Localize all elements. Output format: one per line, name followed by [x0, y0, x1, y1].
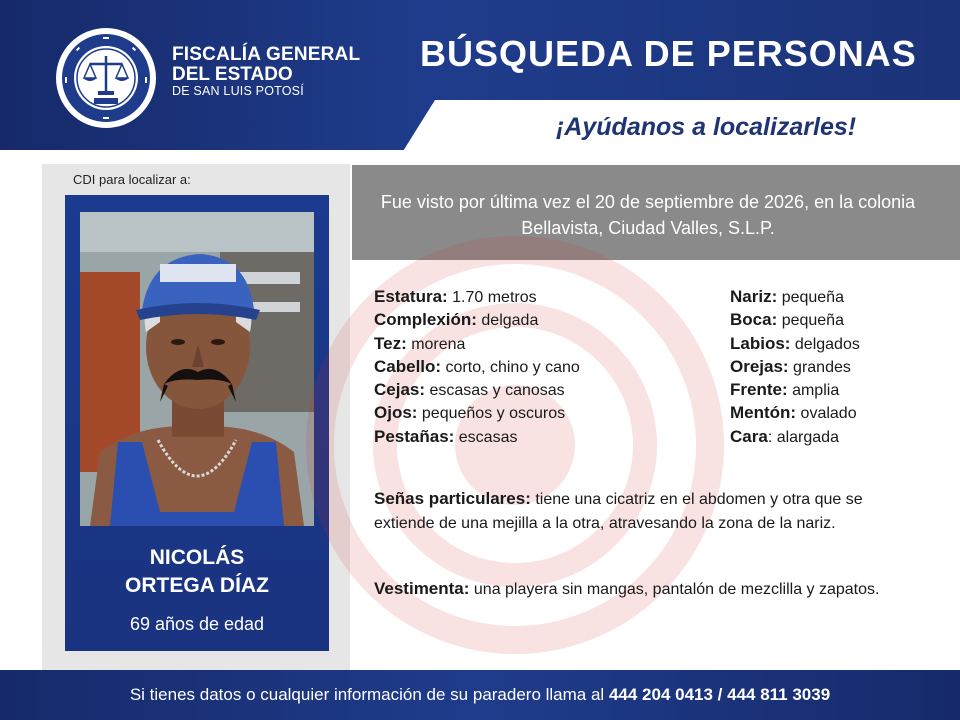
- attr-cabello: [374, 356, 580, 379]
- attr-value: corto, chino y cano: [445, 358, 580, 376]
- senas-label: Señas particulares:: [374, 489, 531, 508]
- attr-pestanas: [374, 426, 580, 449]
- org-name-line2: DEL ESTADO: [172, 64, 293, 85]
- attr-label: Cabello:: [374, 356, 442, 376]
- attr-value: grandes: [793, 358, 851, 376]
- attr-label: Pestañas:: [374, 426, 455, 446]
- attr-label: Cejas:: [374, 380, 426, 400]
- attr-value: delgados: [794, 335, 860, 353]
- attr-label: Labios:: [730, 333, 791, 353]
- person-photo: [80, 212, 314, 526]
- attr-label: Frente:: [730, 380, 788, 400]
- attr-label: Estatura:: [374, 287, 448, 306]
- attr-menton: [730, 402, 860, 425]
- attr-label: Complexión:: [374, 310, 477, 330]
- attributes-left: [374, 286, 580, 449]
- footer-contact: [0, 685, 960, 705]
- attr-labios: [730, 333, 860, 356]
- attr-nariz: [730, 286, 860, 309]
- attr-value: pequeña: [781, 312, 844, 330]
- slogan: ¡Ayúdanos a localizarles!: [556, 113, 857, 141]
- scales-of-justice-seal-icon: [54, 26, 158, 130]
- page-title: BÚSQUEDA DE PERSONAS: [420, 33, 917, 74]
- attr-cejas: [374, 379, 580, 402]
- cdi-label: CDI para localizar a:: [73, 172, 191, 187]
- clothing: [374, 577, 914, 602]
- attr-label: Orejas:: [730, 356, 789, 376]
- attr-value: ovalado: [800, 405, 857, 423]
- attr-value: : alargada: [767, 428, 839, 446]
- attr-label: Mentón:: [730, 403, 797, 423]
- attr-complexion: [374, 309, 580, 332]
- person-name-line1: NICOLÁS: [149, 546, 245, 569]
- vestimenta-label: Vestimenta:: [374, 579, 470, 598]
- senas-text: tiene una cicatriz en el abdomen y otra que se extiende de una mejilla a la otra, atravesando la zona de la nariz.: [374, 491, 863, 532]
- footer-phones: 444 204 0413 / 444 811 3039: [608, 685, 831, 704]
- vestimenta-text: una playera sin mangas, pantalón de mezclilla y zapatos.: [473, 581, 880, 598]
- attr-frente: [730, 379, 860, 402]
- attr-value: amplia: [792, 382, 840, 400]
- attr-orejas: [730, 356, 860, 379]
- attr-value: pequeños y oscuros: [421, 405, 566, 423]
- attr-value: morena: [411, 335, 466, 353]
- attr-label: Cara: [730, 426, 768, 446]
- attr-value: escasas: [458, 428, 518, 446]
- attr-tez: [374, 333, 580, 356]
- attr-label: Boca:: [730, 310, 778, 330]
- attr-label: Nariz:: [730, 287, 778, 306]
- attr-cara: [730, 426, 860, 449]
- last-seen-text: Fue visto por última vez el 20 de septiembre de 2026, en la colonia Bellavista, Ciudad Valles, S.L.P.: [380, 192, 916, 238]
- attr-ojos: [374, 402, 580, 425]
- attr-value: escasas y canosas: [429, 382, 565, 400]
- attributes-right: [730, 286, 860, 449]
- attr-label: Tez:: [374, 333, 407, 353]
- attr-label: Ojos:: [374, 403, 418, 423]
- person-photo-illustration: [80, 212, 314, 526]
- attr-value: delgada: [481, 312, 539, 330]
- org-name-line3: DE SAN LUIS POTOSÍ: [172, 84, 304, 98]
- attr-estatura: [374, 286, 580, 309]
- person-name-line2: ORTEGA DÍAZ: [125, 574, 269, 597]
- attr-value: 1.70 metros: [452, 289, 537, 306]
- person-name: [65, 544, 329, 600]
- person-age: 69 años de edad: [129, 614, 265, 634]
- attr-boca: [730, 309, 860, 332]
- org-name-line1: FISCALÍA GENERAL: [172, 44, 361, 65]
- attr-value: pequeña: [781, 289, 844, 306]
- footer-text: Si tienes datos o cualquier información de su paradero llama al: [129, 685, 605, 704]
- distinguishing-marks: [374, 487, 914, 536]
